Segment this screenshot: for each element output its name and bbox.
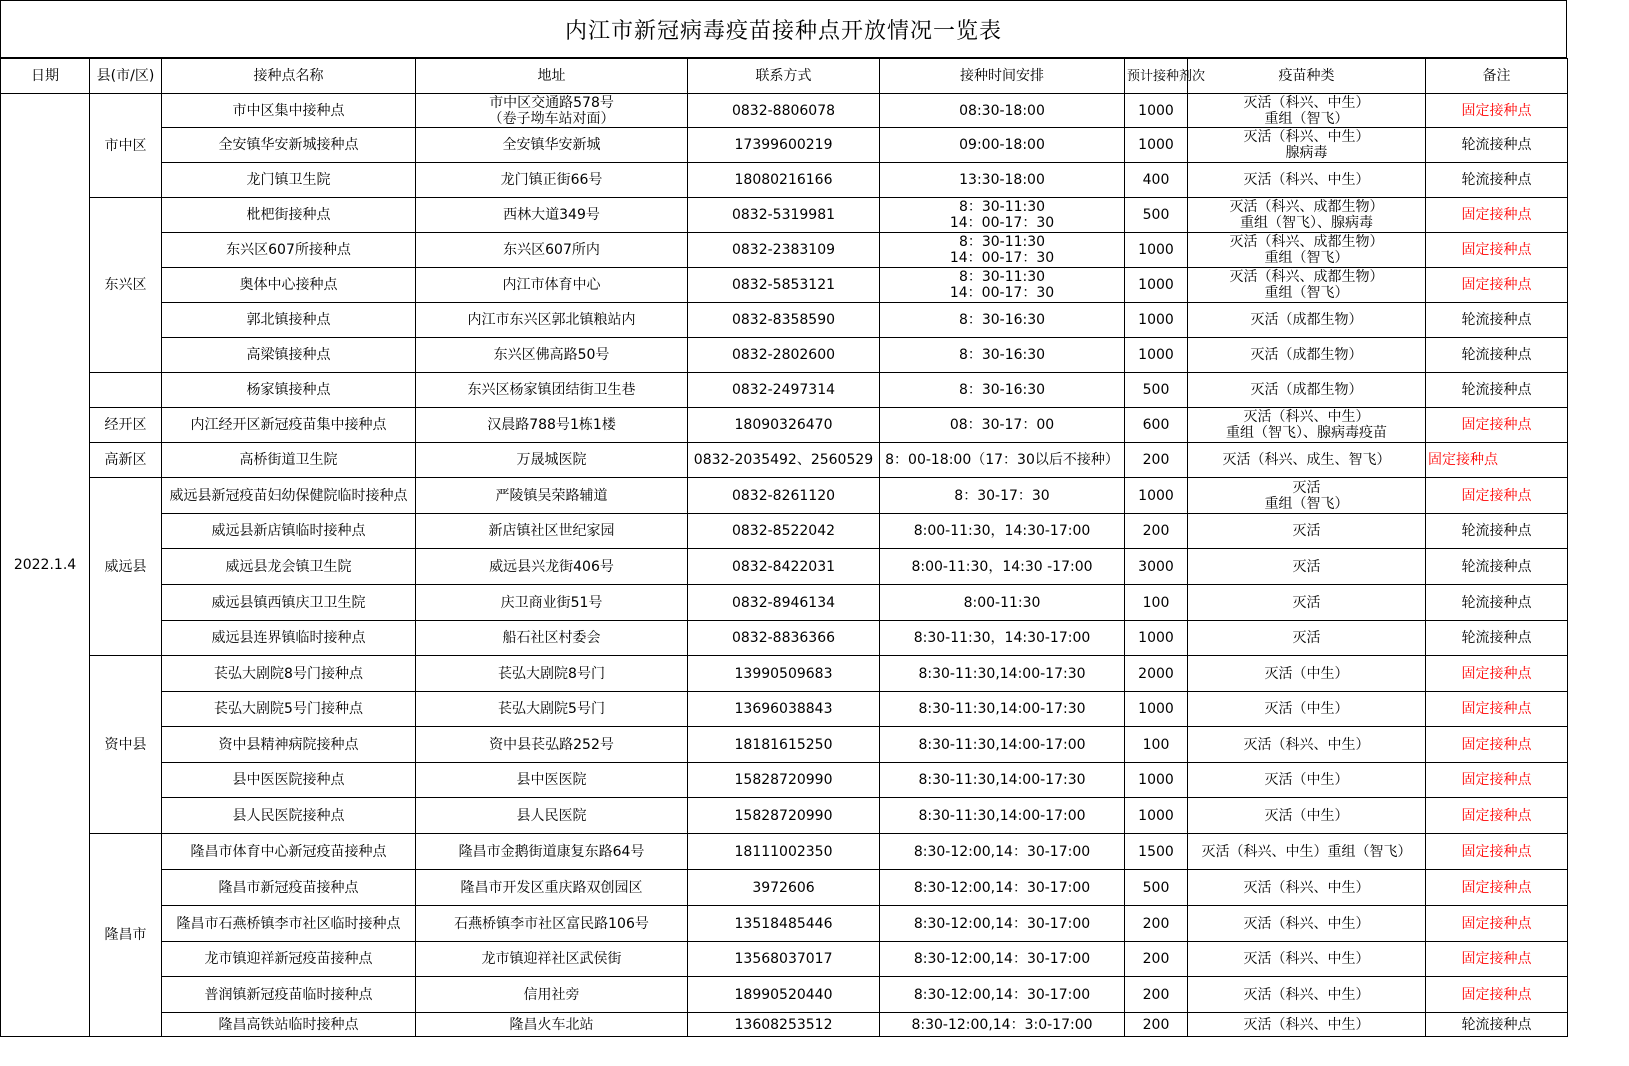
doses-cell: 1000 [1125, 798, 1188, 834]
site-name-cell: 威远县新店镇临时接种点 [162, 514, 416, 549]
site-name-cell: 杨家镇接种点 [162, 373, 416, 408]
vaccine-type-cell: 灭活（科兴、中生） [1188, 942, 1426, 977]
note-cell: 轮流接种点 [1426, 549, 1568, 585]
note-cell: 轮流接种点 [1426, 128, 1568, 163]
doses-cell: 100 [1125, 585, 1188, 621]
note-cell: 固定接种点 [1426, 727, 1568, 763]
contact-cell: 18990520440 [688, 977, 880, 1013]
contact-cell: 15828720990 [688, 798, 880, 834]
table-row [1, 373, 1568, 408]
vaccine-type-cell: 灭活（科兴、成都生物） 重组（智飞） [1188, 233, 1426, 268]
site-name-cell: 威远县连界镇临时接种点 [162, 621, 416, 656]
doses-cell: 200 [1125, 942, 1188, 977]
doses-cell: 200 [1125, 443, 1188, 478]
site-name-cell: 市中区集中接种点 [162, 94, 416, 128]
address-cell: 严陵镇吴荣路辅道 [416, 478, 688, 514]
address-cell: 内江市东兴区郭北镇粮站内 [416, 303, 688, 338]
contact-cell: 0832-8422031 [688, 549, 880, 585]
address-cell: 东兴区杨家镇团结街卫生巷 [416, 373, 688, 408]
contact-cell: 0832-8261120 [688, 478, 880, 514]
address-cell: 石燕桥镇李市社区富民路106号 [416, 906, 688, 942]
contact-cell: 0832-8806078 [688, 94, 880, 128]
vaccine-type-cell: 灭活 [1188, 549, 1426, 585]
table-row [1, 763, 1568, 798]
address-cell: 新店镇社区世纪家园 [416, 514, 688, 549]
note-cell: 固定接种点 [1426, 977, 1568, 1013]
address-cell: 县中医医院 [416, 763, 688, 798]
table-row [1, 727, 1568, 763]
vaccine-type-cell: 灭活（中生） [1188, 763, 1426, 798]
table-row [1, 163, 1568, 198]
header-schedule: 接种时间安排 [880, 59, 1125, 94]
schedule-cell: 8:00-11:30，14:30 -17:00 [880, 549, 1125, 585]
vaccine-type-cell: 灭活（科兴、中生） [1188, 906, 1426, 942]
vaccine-type-cell: 灭活（科兴、中生） 重组（智飞） [1188, 94, 1426, 128]
address-cell: 市中区交通路578号 （卷子坳车站对面） [416, 94, 688, 128]
table-row [1, 942, 1568, 977]
note-cell: 轮流接种点 [1426, 585, 1568, 621]
site-name-cell: 县人民医院接种点 [162, 798, 416, 834]
doses-cell: 1000 [1125, 338, 1188, 373]
table-row [1, 906, 1568, 942]
doses-cell: 400 [1125, 163, 1188, 198]
doses-cell: 100 [1125, 727, 1188, 763]
table-row [1, 233, 1568, 268]
address-cell: 内江市体育中心 [416, 268, 688, 303]
vaccine-type-cell: 灭活（科兴、成生、智飞） [1188, 443, 1426, 478]
table-row [1, 656, 1568, 692]
doses-cell: 200 [1125, 1013, 1188, 1037]
contact-cell: 0832-5319981 [688, 198, 880, 233]
site-name-cell: 东兴区607所接种点 [162, 233, 416, 268]
county-cell: 资中县 [90, 656, 162, 834]
header-site-name: 接种点名称 [162, 59, 416, 94]
note-cell: 固定接种点 [1426, 798, 1568, 834]
schedule-cell: 8：30-17：30 [880, 478, 1125, 514]
contact-cell: 0832-8522042 [688, 514, 880, 549]
site-name-cell: 奥体中心接种点 [162, 268, 416, 303]
schedule-cell: 8：30-16:30 [880, 373, 1125, 408]
contact-cell: 18080216166 [688, 163, 880, 198]
note-cell: 轮流接种点 [1426, 1013, 1568, 1037]
note-cell: 固定接种点 [1426, 763, 1568, 798]
schedule-cell: 8:30-12:00,14：30-17:00 [880, 906, 1125, 942]
site-name-cell: 高梁镇接种点 [162, 338, 416, 373]
date-cell: 2022.1.4 [1, 94, 90, 1037]
vaccine-type-cell: 灭活（科兴、成都生物） 重组（智飞） [1188, 268, 1426, 303]
site-name-cell: 苌弘大剧院5号门接种点 [162, 692, 416, 727]
address-cell: 龙门镇正街66号 [416, 163, 688, 198]
site-name-cell: 隆昌市石燕桥镇李市社区临时接种点 [162, 906, 416, 942]
header-address: 地址 [416, 59, 688, 94]
site-name-cell: 全安镇华安新城接种点 [162, 128, 416, 163]
table-row [1, 443, 1568, 478]
vaccine-type-cell: 灭活（科兴、中生） [1188, 1013, 1426, 1037]
note-cell: 固定接种点 [1426, 942, 1568, 977]
address-cell: 万晟城医院 [416, 443, 688, 478]
table-row [1, 303, 1568, 338]
table-row [1, 478, 1568, 514]
site-name-cell: 枇杷街接种点 [162, 198, 416, 233]
note-cell: 轮流接种点 [1426, 621, 1568, 656]
note-cell: 轮流接种点 [1426, 338, 1568, 373]
doses-cell: 3000 [1125, 549, 1188, 585]
doses-cell: 1000 [1125, 763, 1188, 798]
schedule-cell: 8:00-11:30，14:30-17:00 [880, 514, 1125, 549]
contact-cell: 13568037017 [688, 942, 880, 977]
contact-cell: 0832-2802600 [688, 338, 880, 373]
county-cell: 隆昌市 [90, 834, 162, 1037]
address-cell: 全安镇华安新城 [416, 128, 688, 163]
address-cell: 隆昌火车北站 [416, 1013, 688, 1037]
note-cell: 轮流接种点 [1426, 514, 1568, 549]
contact-cell: 18181615250 [688, 727, 880, 763]
table-row [1, 1013, 1568, 1037]
table-row [1, 798, 1568, 834]
contact-cell: 13608253512 [688, 1013, 880, 1037]
address-cell: 苌弘大剧院5号门 [416, 692, 688, 727]
vaccine-type-cell: 灭活 [1188, 585, 1426, 621]
vaccine-type-cell: 灭活（科兴、中生）重组（智飞） [1188, 834, 1426, 870]
address-cell: 隆昌市金鹅街道康复东路64号 [416, 834, 688, 870]
vaccination-sites-table [0, 58, 1568, 1037]
note-cell: 固定接种点 [1426, 94, 1568, 128]
vaccine-type-cell: 灭活（科兴、成都生物） 重组（智飞）、腺病毒 [1188, 198, 1426, 233]
table-row [1, 514, 1568, 549]
schedule-cell: 09:00-18:00 [880, 128, 1125, 163]
table-row [1, 692, 1568, 727]
doses-cell: 1000 [1125, 94, 1188, 128]
doses-cell: 1000 [1125, 621, 1188, 656]
doses-cell: 1000 [1125, 128, 1188, 163]
site-name-cell: 威远县镇西镇庆卫卫生院 [162, 585, 416, 621]
schedule-cell: 8:30-12:00,14：30-17:00 [880, 870, 1125, 906]
address-cell: 庆卫商业街51号 [416, 585, 688, 621]
schedule-cell: 8:30-11:30,14:00-17:00 [880, 727, 1125, 763]
contact-cell: 0832-2497314 [688, 373, 880, 408]
doses-cell: 1000 [1125, 478, 1188, 514]
contact-cell: 15828720990 [688, 763, 880, 798]
address-cell: 苌弘大剧院8号门 [416, 656, 688, 692]
schedule-cell: 08：30-17：00 [880, 408, 1125, 443]
doses-cell: 1000 [1125, 268, 1188, 303]
doses-cell: 1000 [1125, 692, 1188, 727]
note-cell: 固定接种点 [1426, 443, 1568, 478]
vaccine-type-cell: 灭活（科兴、中生） [1188, 870, 1426, 906]
site-name-cell: 隆昌高铁站临时接种点 [162, 1013, 416, 1037]
contact-cell: 0832-8358590 [688, 303, 880, 338]
note-cell: 轮流接种点 [1426, 373, 1568, 408]
header-doses: 预计接种剂次 [1125, 59, 1188, 94]
address-cell: 汉晨路788号1栋1楼 [416, 408, 688, 443]
vaccine-type-cell: 灭活（科兴、中生） [1188, 727, 1426, 763]
table-row [1, 268, 1568, 303]
header-row [1, 59, 1568, 94]
address-cell: 东兴区607所内 [416, 233, 688, 268]
address-cell: 威远县兴龙街406号 [416, 549, 688, 585]
county-cell [90, 373, 162, 408]
site-name-cell: 威远县龙会镇卫生院 [162, 549, 416, 585]
address-cell: 信用社旁 [416, 977, 688, 1013]
site-name-cell: 县中医医院接种点 [162, 763, 416, 798]
note-cell: 固定接种点 [1426, 692, 1568, 727]
schedule-cell: 8：30-16:30 [880, 338, 1125, 373]
site-name-cell: 苌弘大剧院8号门接种点 [162, 656, 416, 692]
doses-cell: 500 [1125, 373, 1188, 408]
schedule-cell: 8：30-16:30 [880, 303, 1125, 338]
contact-cell: 13518485446 [688, 906, 880, 942]
note-cell: 固定接种点 [1426, 408, 1568, 443]
header-county: 县(市/区) [90, 59, 162, 94]
vaccine-type-cell: 灭活（中生） [1188, 692, 1426, 727]
site-name-cell: 隆昌市新冠疫苗接种点 [162, 870, 416, 906]
doses-cell: 1000 [1125, 233, 1188, 268]
vaccine-type-cell: 灭活 [1188, 621, 1426, 656]
contact-cell: 17399600219 [688, 128, 880, 163]
schedule-cell: 8:30-12:00,14：30-17:00 [880, 834, 1125, 870]
contact-cell: 18111002350 [688, 834, 880, 870]
site-name-cell: 内江经开区新冠疫苗集中接种点 [162, 408, 416, 443]
contact-cell: 13990509683 [688, 656, 880, 692]
table-row [1, 549, 1568, 585]
doses-cell: 200 [1125, 977, 1188, 1013]
doses-cell: 200 [1125, 906, 1188, 942]
address-cell: 西林大道349号 [416, 198, 688, 233]
vaccine-type-cell: 灭活（科兴、中生） [1188, 163, 1426, 198]
doses-cell: 1000 [1125, 303, 1188, 338]
schedule-cell: 8:30-11:30,14:00-17:30 [880, 656, 1125, 692]
site-name-cell: 郭北镇接种点 [162, 303, 416, 338]
table-row [1, 834, 1568, 870]
address-cell: 县人民医院 [416, 798, 688, 834]
header-date: 日期 [1, 59, 90, 94]
contact-cell: 13696038843 [688, 692, 880, 727]
address-cell: 隆昌市开发区重庆路双创园区 [416, 870, 688, 906]
note-cell: 固定接种点 [1426, 233, 1568, 268]
site-name-cell: 龙门镇卫生院 [162, 163, 416, 198]
doses-cell: 500 [1125, 198, 1188, 233]
table-row [1, 621, 1568, 656]
county-cell: 东兴区 [90, 198, 162, 373]
table-row [1, 198, 1568, 233]
note-cell: 固定接种点 [1426, 906, 1568, 942]
site-name-cell: 普润镇新冠疫苗临时接种点 [162, 977, 416, 1013]
table-row [1, 94, 1568, 128]
vaccine-type-cell: 灭活（中生） [1188, 798, 1426, 834]
doses-cell: 1500 [1125, 834, 1188, 870]
schedule-cell: 8：30-11:30 14：00-17：30 [880, 198, 1125, 233]
address-cell: 龙市镇迎祥社区武侯街 [416, 942, 688, 977]
note-cell: 固定接种点 [1426, 198, 1568, 233]
header-contact: 联系方式 [688, 59, 880, 94]
schedule-cell: 08:30-18:00 [880, 94, 1125, 128]
address-cell: 船石社区村委会 [416, 621, 688, 656]
site-name-cell: 威远县新冠疫苗妇幼保健院临时接种点 [162, 478, 416, 514]
table-row [1, 585, 1568, 621]
schedule-cell: 8:30-12:00,14：30-17:00 [880, 942, 1125, 977]
vaccine-type-cell: 灭活 [1188, 514, 1426, 549]
schedule-cell: 8:30-11:30,14:00-17:00 [880, 798, 1125, 834]
contact-cell: 0832-5853121 [688, 268, 880, 303]
note-cell: 固定接种点 [1426, 656, 1568, 692]
contact-cell: 0832-8946134 [688, 585, 880, 621]
county-cell: 经开区 [90, 408, 162, 443]
schedule-cell: 13:30-18:00 [880, 163, 1125, 198]
contact-cell: 3972606 [688, 870, 880, 906]
address-cell: 东兴区佛高路50号 [416, 338, 688, 373]
vaccine-type-cell: 灭活（中生） [1188, 656, 1426, 692]
doses-cell: 500 [1125, 870, 1188, 906]
note-cell: 固定接种点 [1426, 834, 1568, 870]
note-cell: 固定接种点 [1426, 268, 1568, 303]
header-note: 备注 [1426, 59, 1568, 94]
vaccine-type-cell: 灭活（成都生物） [1188, 303, 1426, 338]
schedule-cell: 8:30-12:00,14：30-17:00 [880, 977, 1125, 1013]
vaccine-type-cell: 灭活（科兴、中生） [1188, 977, 1426, 1013]
vaccine-type-cell: 灭活 重组（智飞） [1188, 478, 1426, 514]
table-row [1, 338, 1568, 373]
schedule-cell: 8：30-11:30 14：00-17：30 [880, 233, 1125, 268]
schedule-cell: 8:30-11:30,14:00-17:30 [880, 763, 1125, 798]
note-cell: 轮流接种点 [1426, 163, 1568, 198]
vaccine-type-cell: 灭活（成都生物） [1188, 338, 1426, 373]
schedule-cell: 8:30-11:30，14:30-17:00 [880, 621, 1125, 656]
site-name-cell: 资中县精神病院接种点 [162, 727, 416, 763]
contact-cell: 0832-2035492、2560529 [688, 443, 880, 478]
table-row [1, 128, 1568, 163]
site-name-cell: 隆昌市体育中心新冠疫苗接种点 [162, 834, 416, 870]
doses-cell: 2000 [1125, 656, 1188, 692]
county-cell: 高新区 [90, 443, 162, 478]
table-body [1, 94, 1568, 1037]
vaccine-type-cell: 灭活（科兴、中生） 腺病毒 [1188, 128, 1426, 163]
header-vaccine-type: 疫苗种类 [1188, 59, 1426, 94]
schedule-cell: 8:30-12:00,14：3:0-17:00 [880, 1013, 1125, 1037]
contact-cell: 0832-8836366 [688, 621, 880, 656]
sheet-title: 内江市新冠病毒疫苗接种点开放情况一览表 [0, 0, 1567, 58]
site-name-cell: 龙市镇迎祥新冠疫苗接种点 [162, 942, 416, 977]
table-row [1, 977, 1568, 1013]
table-row [1, 870, 1568, 906]
vaccine-type-cell: 灭活（科兴、中生） 重组（智飞）、腺病毒疫苗 [1188, 408, 1426, 443]
doses-cell: 200 [1125, 514, 1188, 549]
schedule-cell: 8：00-18:00（17：30以后不接种） [880, 443, 1125, 478]
note-cell: 轮流接种点 [1426, 303, 1568, 338]
address-cell: 资中县苌弘路252号 [416, 727, 688, 763]
county-cell: 威远县 [90, 478, 162, 656]
contact-cell: 0832-2383109 [688, 233, 880, 268]
doses-cell: 600 [1125, 408, 1188, 443]
table-row [1, 408, 1568, 443]
site-name-cell: 高桥街道卫生院 [162, 443, 416, 478]
note-cell: 固定接种点 [1426, 478, 1568, 514]
schedule-cell: 8:30-11:30,14:00-17:30 [880, 692, 1125, 727]
county-cell: 市中区 [90, 94, 162, 198]
note-cell: 固定接种点 [1426, 870, 1568, 906]
contact-cell: 18090326470 [688, 408, 880, 443]
schedule-cell: 8：30-11:30 14：00-17：30 [880, 268, 1125, 303]
vaccine-type-cell: 灭活（成都生物） [1188, 373, 1426, 408]
schedule-cell: 8:00-11:30 [880, 585, 1125, 621]
